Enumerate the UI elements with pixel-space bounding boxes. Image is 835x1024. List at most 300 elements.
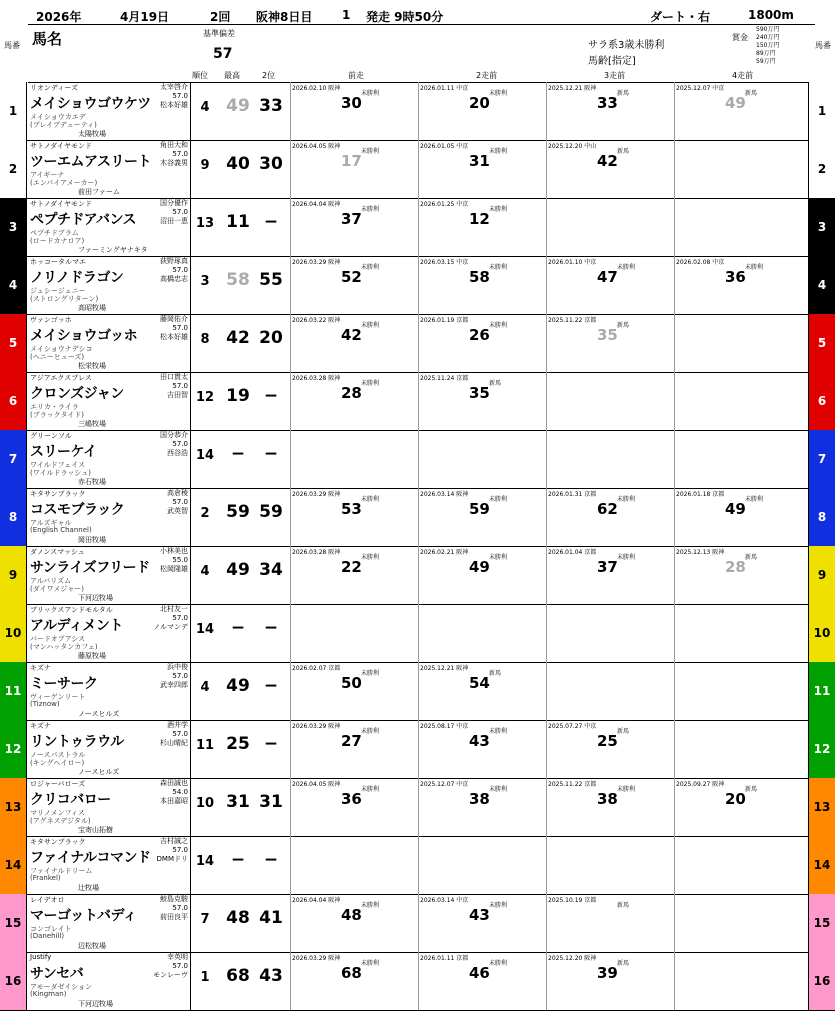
trainer-name: 杉山晴紀 [160,739,188,747]
date: 4月19日 [120,10,170,24]
race-date: 2026.01.19 京都 [420,317,469,324]
jockey-block [160,141,188,168]
past-race [418,778,547,836]
race-date: 2025.12.21 阪神 [420,665,469,672]
race-class: 未勝利 [745,264,764,271]
best-index: − [230,444,246,464]
race-index: 17 [341,152,362,170]
past-race [290,198,419,256]
past-race [290,720,419,778]
past-race [674,952,803,1010]
race-class: 未勝利 [489,264,508,271]
horse-number-right: 1 [808,82,835,140]
rank-value: 10 [195,796,215,811]
race-index: 30 [341,94,362,112]
race-date: 2026.02.10 阪神 [292,85,341,92]
damsire-name: (ワイルドラッシュ) [30,469,91,477]
horse-number-right: 6 [808,372,835,430]
race-index: 59 [469,500,490,518]
past-race [546,720,675,778]
race-date: 2026.03.14 中京 [420,897,469,904]
past-race [546,430,675,488]
race-class: 未勝利 [489,322,508,329]
race-index: 47 [597,268,618,286]
sire-name: レイデオロ [30,896,65,904]
past-race [674,662,803,720]
jockey-block [153,953,188,980]
breeder-name: 辻牧場 [78,884,99,892]
jockey-block [160,663,188,690]
rank-value: 14 [195,448,215,463]
horse-row [0,256,835,315]
jockey-name: 北村友一 [160,605,188,613]
sire-name: ロジャーバローズ [30,780,86,788]
race-date: 2026.03.29 阪神 [292,955,341,962]
horse-number-left: 11 [0,662,27,720]
jockey-name: 国分優作 [160,199,188,207]
carried-weight: 57.0 [172,208,188,216]
race-number: 1 [342,8,351,22]
race-class: 新馬 [617,902,630,909]
race-class: 新馬 [745,786,758,793]
best-index: 49 [226,676,250,696]
past-race [546,662,675,720]
horse-name: ツーエムアスリート [30,154,151,170]
breeder-name: 下河辺牧場 [78,1000,113,1008]
breeder-name: 太陽牧場 [78,130,106,138]
race-index: 58 [469,268,490,286]
second-index: − [263,444,279,464]
damsire-name: (キングヘイロー) [30,759,85,767]
past-race [674,894,803,952]
damsire-name: (アグネスデジタル) [30,817,91,825]
race-date: 2025.08.17 中京 [420,723,469,730]
past-race [546,372,675,430]
past-race [674,140,803,198]
past-race [418,894,547,952]
horse-number-right: 2 [808,140,835,198]
sire-name: サトノダイヤモンド [30,200,92,208]
second-index: − [263,618,279,638]
jockey-block [160,315,188,342]
horse-row [0,82,835,141]
jockey-name: 小林美也 [160,547,188,555]
race-date: 2025.12.07 中京 [420,781,469,788]
carried-weight: 57.0 [172,962,188,970]
second-index: − [263,850,279,870]
horse-row [0,140,835,199]
carried-weight: 57.0 [172,614,188,622]
jockey-block [160,199,188,226]
horse-name: クロンズジャン [30,386,124,402]
horse-name: スリーケイ [30,444,97,460]
carried-weight: 57.0 [172,846,188,854]
past-race [290,314,419,372]
sire-name: グリーンソル [30,432,72,440]
race-class: 未勝利 [489,960,508,967]
race-class: 未勝利 [361,380,380,387]
race-class: 新馬 [617,322,630,329]
race-class: 新馬 [617,728,630,735]
race-class: 未勝利 [489,902,508,909]
race-date: 2026.01.10 中京 [548,259,597,266]
horse-number-right: 8 [808,488,835,546]
sire-name: アジアエクスプレス [30,374,92,382]
breeder-name: 宝寄山拓樹 [78,826,113,834]
dam-name: ファイナルドリーム [30,867,93,875]
race-date: 2026.03.29 阪神 [292,723,341,730]
dam-name: アルズギャル [30,519,72,527]
race-index: 49 [725,94,746,112]
damsire-name: (ダイワメジャー) [30,585,84,593]
dam-name: アルバリズム [30,577,72,585]
race-class: 未勝利 [745,496,764,503]
race-index: 36 [341,790,362,808]
carried-weight: 57.0 [172,92,188,100]
jockey-block [160,779,188,806]
race-class: 未勝利 [489,148,508,155]
second-index: 20 [259,328,283,348]
trainer-name: 武英智 [167,507,188,515]
horse-info [28,836,191,894]
race-class: 新馬 [745,554,758,561]
past-race [674,256,803,314]
breeder-name: 三嶋牧場 [78,420,106,428]
past-race [290,778,419,836]
horse-info [28,604,191,662]
horse-number-right: 13 [808,778,835,836]
race-index: 31 [469,152,490,170]
trainer-name: 松岡隆雄 [160,565,188,573]
horse-name: リントゥラウル [30,734,124,750]
horse-name: ペプチドアバンス [30,212,137,228]
best-index: 58 [226,270,250,290]
horse-number-right: 14 [808,836,835,894]
horse-info [28,198,191,256]
past-race [546,952,675,1010]
horse-row [0,604,835,663]
prize-1: 590万円 [756,26,780,33]
best-index: − [230,618,246,638]
dam-name: メイショウナデシコ [30,345,93,353]
race-class: 未勝利 [489,496,508,503]
horse-row [0,720,835,779]
jockey-block [160,721,188,748]
breeder-name: ノースヒルズ [78,768,120,776]
dam-name: コンゴレイト [30,925,72,933]
past-race [290,372,419,430]
trainer-name: ノルマンデ [153,623,188,631]
race-class: 新馬 [617,148,630,155]
horse-number-right: 5 [808,314,835,372]
horse-row [0,952,835,1011]
past-race [674,430,803,488]
trainer-name: 高橋忠志 [160,275,188,283]
second-index: 43 [259,966,283,986]
race-index: 68 [341,964,362,982]
breeder-name: 赤石牧場 [78,478,106,486]
best-index: 31 [226,792,250,812]
prize-2: 240万円 [756,34,780,41]
sire-name: キズナ [30,664,51,672]
rank-value: 14 [195,622,215,637]
jockey-name: 藤岡佑介 [160,315,188,323]
past-race [290,256,419,314]
race-index: 39 [597,964,618,982]
horse-number-right: 11 [808,662,835,720]
carried-weight: 57.0 [172,324,188,332]
prize-label: 賞金 [732,33,748,42]
race-condition: 馬齢[指定] [588,56,636,67]
rank-value: 11 [195,738,215,753]
horse-info [28,546,191,604]
race-class: 未勝利 [361,902,380,909]
horse-number-left: 3 [0,198,27,256]
race-class: 未勝利 [617,264,636,271]
jockey-name: 吉村誠之 [160,837,188,845]
past-race [546,82,675,140]
damsire-name: (マンハッタンカフェ) [30,643,98,651]
jockey-name: 荻野琢真 [160,257,188,265]
horse-number-left: 10 [0,604,27,662]
trainer-name: 沼田一恵 [160,217,188,225]
race-index: 46 [469,964,490,982]
race-date: 2026.03.28 阪神 [292,549,341,556]
past-race [290,894,419,952]
race-class: 未勝利 [617,786,636,793]
race-index: 43 [469,906,490,924]
horse-row [0,488,835,547]
past-race [290,140,419,198]
jockey-name: 角田大和 [160,141,188,149]
breeder-name: 高昭牧場 [78,304,106,312]
past-race [674,314,803,372]
past-race [674,720,803,778]
race-index: 42 [597,152,618,170]
rank-label: 順位 [192,71,208,80]
damsire-name: (ヘニーヒューズ) [30,353,85,361]
race-class: 未勝利 [361,496,380,503]
sire-name: キタサンブラック [30,838,86,846]
carried-weight: 57.0 [172,150,188,158]
horse-info [28,720,191,778]
race-class: 新馬 [617,90,630,97]
horse-row [0,314,835,373]
past-race [290,604,419,662]
past-race [674,372,803,430]
jockey-name: 森田誠也 [160,779,188,787]
horse-row [0,546,835,605]
past-race [546,778,675,836]
race-class: 未勝利 [489,206,508,213]
race-index: 35 [469,384,490,402]
race-index: 49 [725,500,746,518]
venue: 阪神8日目 [256,10,313,24]
race-date: 2025.11.24 京都 [420,375,469,382]
past-race [546,256,675,314]
damsire-name: (ブレイブデューティ) [30,121,97,129]
race-date: 2025.12.20 阪神 [548,955,597,962]
past-race [418,430,547,488]
race-index: 37 [597,558,618,576]
race-index: 25 [597,732,618,750]
best-index: 42 [226,328,250,348]
rank-value: 13 [195,216,215,231]
horse-info [28,256,191,314]
rank-value: 9 [200,158,210,173]
race-header [28,6,815,25]
race-index: 35 [597,326,618,344]
horse-number-left: 4 [0,256,27,314]
breeder-name: 藤原牧場 [78,652,106,660]
race-date: 2026.01.04 京都 [548,549,597,556]
damsire-name: (Tiznow) [30,700,60,708]
horse-number-right: 3 [808,198,835,256]
past-race [418,372,547,430]
race-index: 22 [341,558,362,576]
race-class: 新馬 [489,670,502,677]
jockey-block [160,431,188,458]
jockey-block [153,605,188,632]
race-index: 36 [725,268,746,286]
race-date: 2025.09.27 阪神 [676,781,725,788]
horse-row [0,836,835,895]
rank-value: 2 [200,506,210,521]
rank-value: 12 [195,390,215,405]
jockey-name: 国分恭介 [160,431,188,439]
horse-info [28,662,191,720]
prev4-label: 4走前 [732,71,754,80]
race-class: 未勝利 [361,148,380,155]
carried-weight: 57.0 [172,382,188,390]
second-label: 2位 [262,71,276,80]
trainer-name: 吉田智 [167,391,188,399]
prize-5: 59万円 [756,58,776,65]
race-date: 2025.11.22 京都 [548,781,597,788]
race-date: 2025.10.19 京都 [548,897,597,904]
horse-name: メイショウゴッホ [30,328,138,344]
race-index: 28 [341,384,362,402]
jockey-block [160,257,188,284]
jockey-block [157,837,188,864]
horse-name: サンセバ [30,966,84,982]
horse-number-left: 6 [0,372,27,430]
jockey-block [160,373,188,400]
race-class: 未勝利 [361,322,380,329]
race-index: 53 [341,500,362,518]
dam-name: メイショウカエデ [30,113,86,121]
past-race [674,82,803,140]
carried-weight: 57.0 [172,904,188,912]
rank-value: 1 [200,970,210,985]
breeder-name: ファーミングヤナキタ [78,246,148,254]
breeder-name: 辺松牧場 [78,942,106,950]
prev2-label: 2走前 [476,71,498,80]
rank-value: 3 [200,274,210,289]
race-class: 未勝利 [361,264,380,271]
race-date: 2026.03.14 阪神 [420,491,469,498]
jockey-block [160,895,188,922]
race-date: 2025.12.20 中山 [548,143,597,150]
jockey-block [167,489,188,516]
damsire-name: (Danehill) [30,932,65,940]
horse-number-left: 13 [0,778,27,836]
sire-name: ダノンスマッシュ [30,548,85,556]
jockey-block [160,547,188,574]
race-index: 38 [469,790,490,808]
race-class: 未勝利 [361,90,380,97]
carried-weight: 57.0 [172,498,188,506]
race-index: 12 [469,210,490,228]
sire-name: キズナ [30,722,51,730]
horse-name: ファイナルコマンド [30,850,151,866]
breeder-name: 岡田牧場 [78,536,106,544]
horse-info [28,430,191,488]
past-race [546,198,675,256]
carried-weight: 57.0 [172,730,188,738]
trainer-name: モンレーヴ [153,971,188,979]
horse-info [28,314,191,372]
second-index: − [263,386,279,406]
past-race [418,256,547,314]
horse-row [0,372,835,431]
round: 2回 [210,10,231,24]
horse-number-left: 5 [0,314,27,372]
past-race [418,952,547,1010]
race-index: 43 [469,732,490,750]
race-class: 新馬 [489,380,502,387]
carried-weight: 57.0 [172,440,188,448]
race-date: 2026.01.18 京都 [676,491,725,498]
prize-3: 150万円 [756,42,780,49]
past-race [674,198,803,256]
race-class: 未勝利 [489,90,508,97]
past-race [674,778,803,836]
race-date: 2026.01.31 京都 [548,491,597,498]
race-index: 52 [341,268,362,286]
race-class: サラ系3歳未勝利 [588,40,665,51]
race-index: 28 [725,558,746,576]
race-date: 2026.04.05 阪神 [292,143,341,150]
sire-name: キタサンブラック [30,490,86,498]
race-date: 2026.01.25 中京 [420,201,469,208]
race-index: 20 [469,94,490,112]
jockey-name: 鮫島克駿 [160,895,188,903]
race-date: 2025.11.22 京都 [548,317,597,324]
rank-value: 4 [200,680,210,695]
past-race [546,488,675,546]
past-race [290,546,419,604]
dam-name: ノースパストラル [30,751,86,759]
horse-number-right: 15 [808,894,835,952]
prev-label: 前走 [348,71,364,80]
course: ダート・右 [650,10,711,24]
horse-number-right: 7 [808,430,835,488]
race-index: 27 [341,732,362,750]
race-date: 2026.03.22 阪神 [292,317,341,324]
horse-row [0,894,835,953]
trainer-name: 前田良平 [160,913,188,921]
dam-name: アイギーナ [30,171,65,179]
horse-info [28,82,191,140]
past-race [674,604,803,662]
past-race [418,140,547,198]
dam-name: ジェシージェニー [30,287,86,295]
second-index: 59 [259,502,283,522]
damsire-name: (エンパイアメーカー) [30,179,98,187]
best-index: 48 [226,908,250,928]
past-race [290,952,419,1010]
